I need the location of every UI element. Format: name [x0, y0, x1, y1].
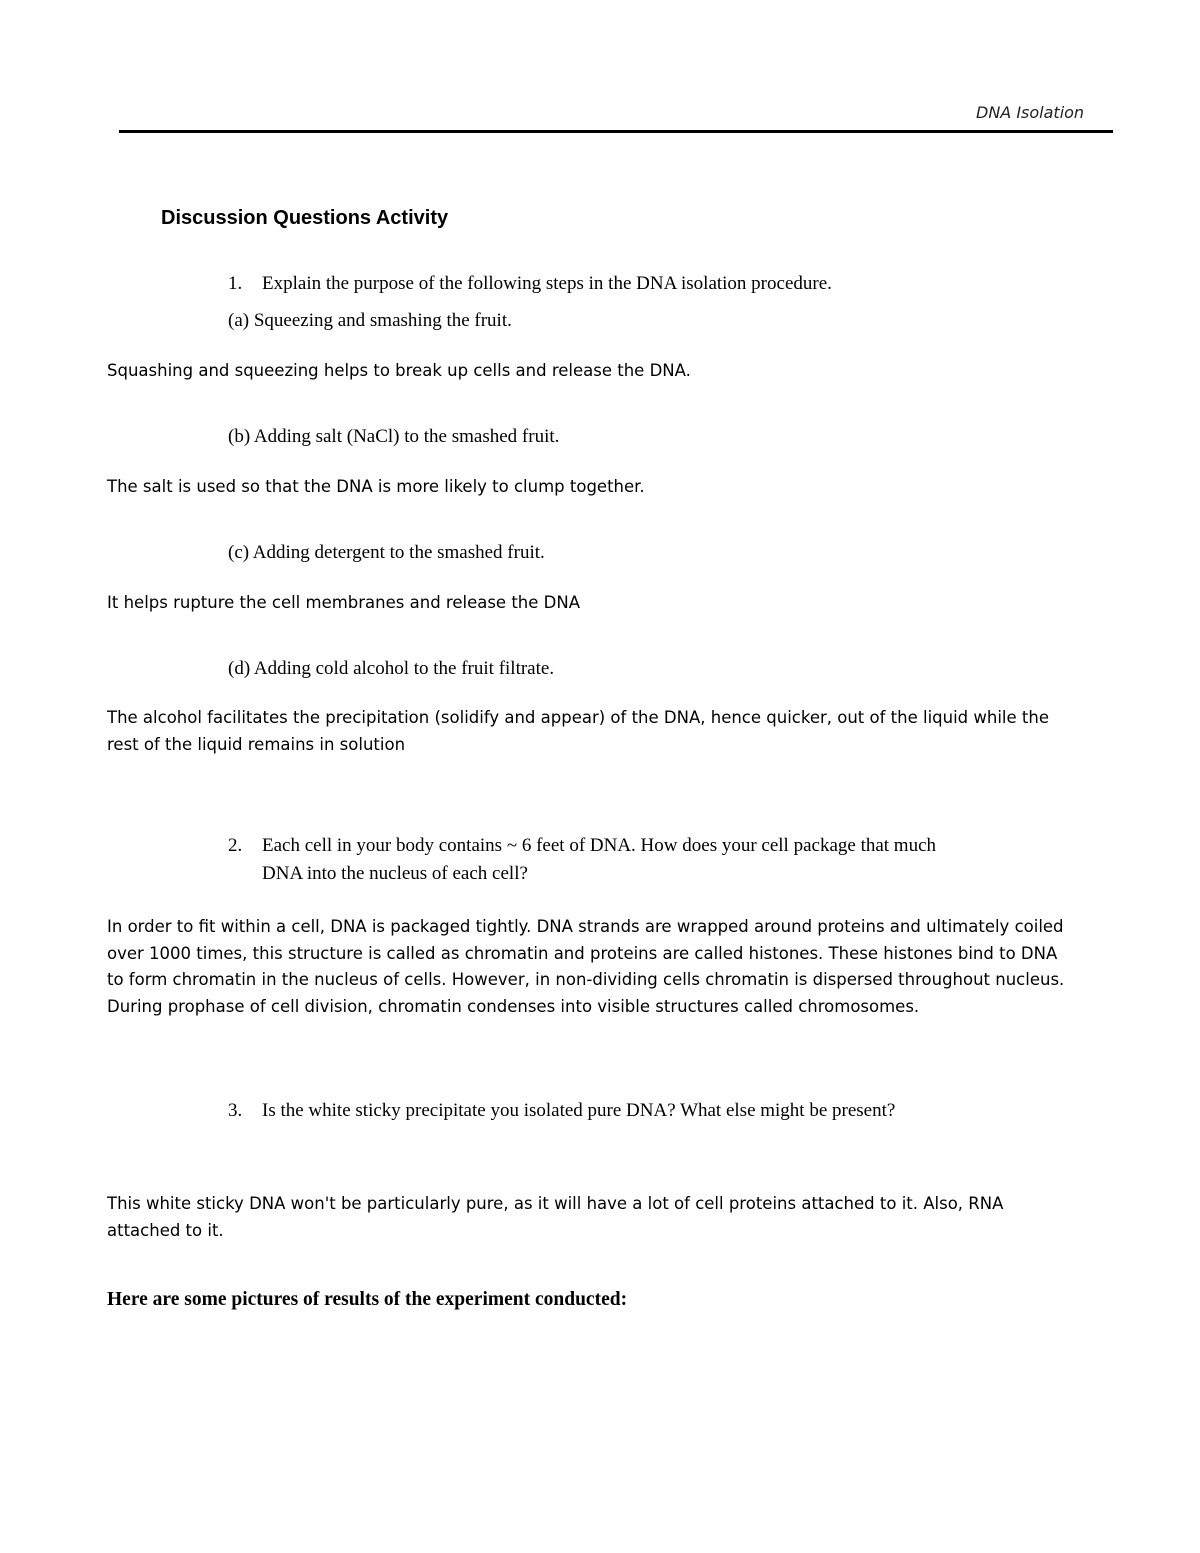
answer-2-line-3: to form chromatin in the nucleus of cells. However, in non-dividing cells chromatin is dispersed throughout nucleus.	[107, 970, 1065, 989]
question-2	[228, 835, 936, 857]
question-2-number: 2.	[228, 835, 243, 856]
answer-3-line-1: This white sticky DNA won't be particularly pure, as it will have a lot of cell proteins attached to it. Also, RNA	[107, 1194, 1004, 1213]
question-3-number: 3.	[228, 1100, 243, 1121]
answer-1b: The salt is used so that the DNA is more likely to clump together.	[107, 477, 645, 496]
answer-1d	[107, 705, 1049, 758]
question-3	[228, 1100, 895, 1122]
answer-2-line-4: During prophase of cell division, chromatin condenses into visible structures called chromosomes.	[107, 996, 920, 1016]
answer-1c: It helps rupture the cell membranes and release the DNA	[107, 593, 580, 612]
answer-1d-line-2: rest of the liquid remains in solution	[107, 734, 406, 754]
question-1b-label: (b) Adding salt (NaCl) to the smashed fruit.	[228, 426, 560, 447]
answer-1a: Squashing and squeezing helps to break up cells and release the DNA.	[107, 361, 691, 380]
answer-3	[107, 1191, 1003, 1244]
question-1-number: 1.	[228, 273, 243, 294]
question-1a-label: (a) Squeezing and smashing the fruit.	[228, 310, 512, 331]
section-heading: Discussion Questions Activity	[161, 207, 449, 229]
running-header-title: DNA Isolation	[976, 103, 1085, 122]
question-1	[228, 273, 832, 295]
answer-2	[107, 914, 1064, 1020]
answer-1d-line-1: The alcohol facilitates the precipitation (solidify and appear) of the DNA, hence quicker, out of the liquid while the	[107, 708, 1049, 727]
answer-3-line-2: attached to it.	[107, 1220, 224, 1240]
answer-2-line-1: In order to fit within a cell, DNA is packaged tightly. DNA strands are wrapped around proteins and ultimately coiled	[107, 917, 1064, 936]
closing-statement: Here are some pictures of results of the experiment conducted:	[107, 1289, 628, 1310]
question-1-text: Explain the purpose of the following steps in the DNA isolation procedure.	[262, 273, 832, 294]
question-3-text: Is the white sticky precipitate you isolated pure DNA? What else might be present?	[262, 1100, 896, 1121]
question-2-text-line-1: Each cell in your body contains ~ 6 feet of DNA. How does your cell package that much	[262, 835, 937, 856]
question-1c-label: (c) Adding detergent to the smashed fruit.	[228, 542, 545, 563]
question-2-text-line-2: DNA into the nucleus of each cell?	[262, 863, 528, 884]
question-1d-label: (d) Adding cold alcohol to the fruit filtrate.	[228, 658, 555, 679]
header-rule	[119, 130, 1113, 133]
answer-2-line-2: over 1000 times, this structure is called as chromatin and proteins are called histones. These histones bind to DNA	[107, 943, 1058, 963]
